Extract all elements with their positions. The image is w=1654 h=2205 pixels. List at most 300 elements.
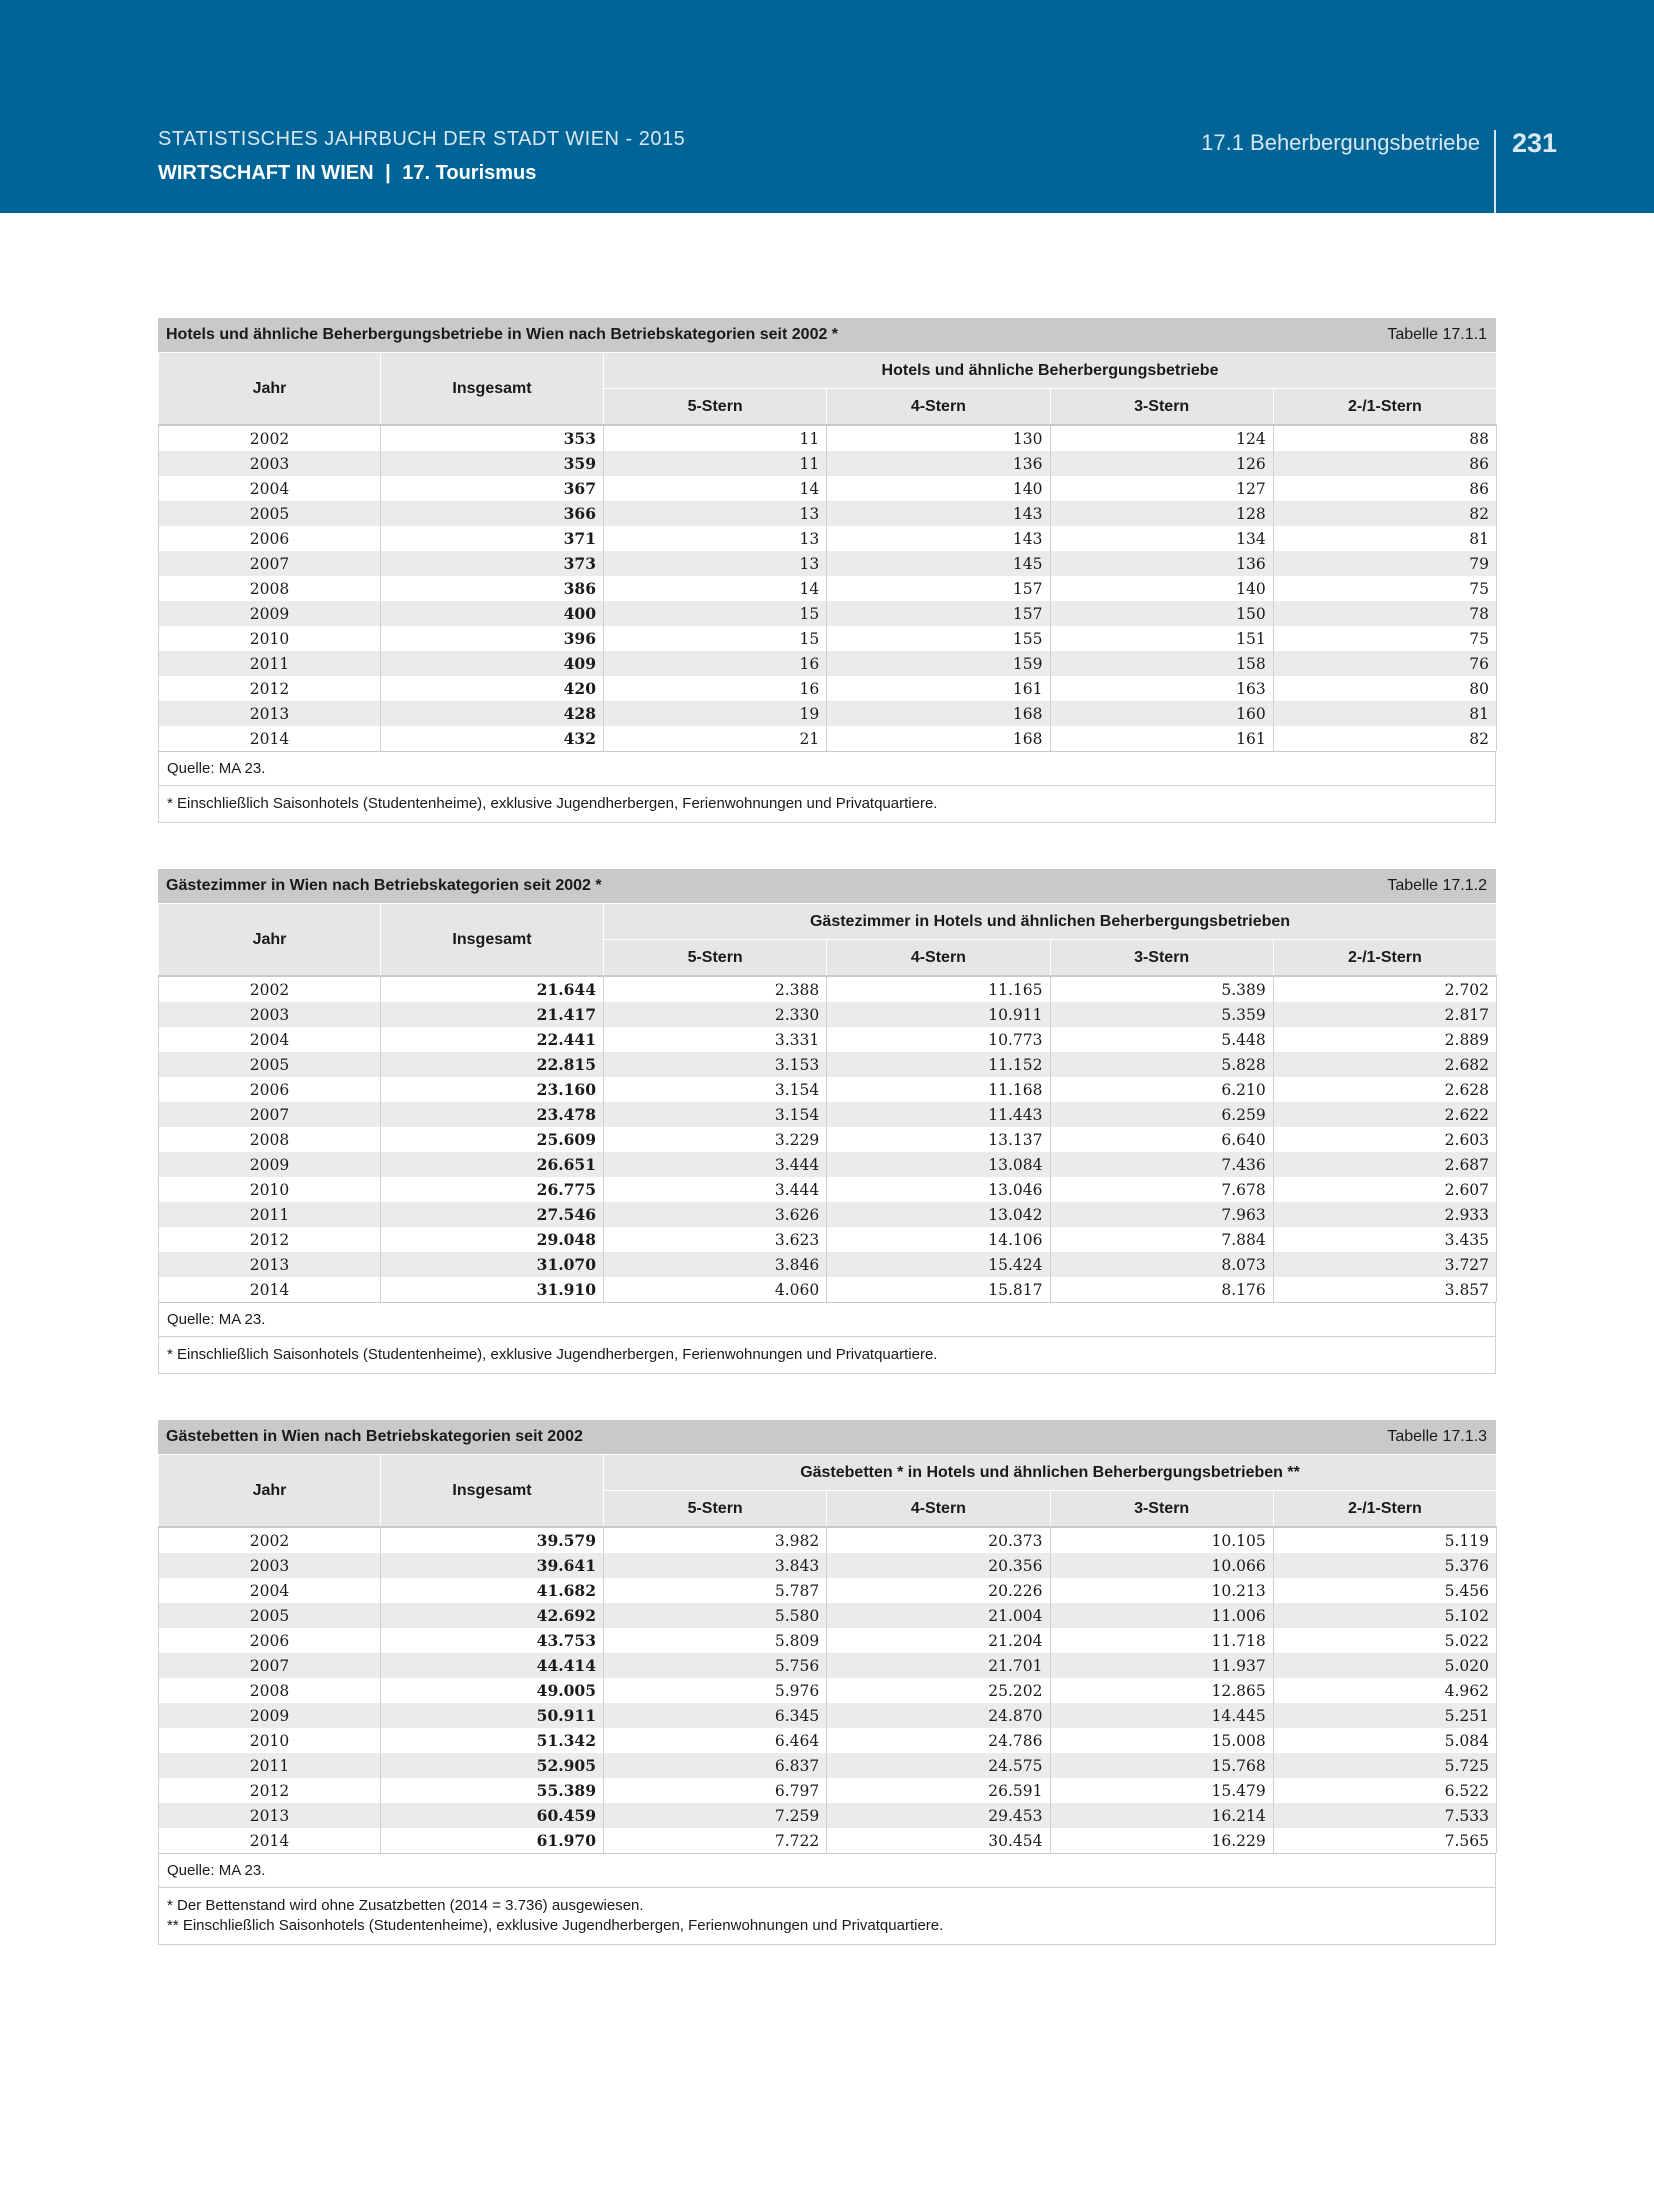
cell-year: 2004 <box>159 1578 381 1603</box>
cell-value: 75 <box>1273 626 1496 651</box>
cell-value: 21.004 <box>827 1603 1050 1628</box>
cell-total: 39.641 <box>381 1553 604 1578</box>
header-year: Jahr <box>159 1455 381 1528</box>
cell-value: 5.448 <box>1050 1027 1273 1052</box>
cell-value: 5.251 <box>1273 1703 1496 1728</box>
cell-value: 136 <box>1050 551 1273 576</box>
cell-value: 5.756 <box>604 1653 827 1678</box>
cell-value: 20.226 <box>827 1578 1050 1603</box>
cell-total: 400 <box>381 601 604 626</box>
cell-total: 21.644 <box>381 976 604 1002</box>
subchapter-name: 17. Tourismus <box>402 162 537 184</box>
cell-total: 22.441 <box>381 1027 604 1052</box>
chapter-title <box>158 162 536 185</box>
table-1 <box>158 318 1496 823</box>
cell-value: 5.084 <box>1273 1728 1496 1753</box>
cell-value: 3.444 <box>604 1152 827 1177</box>
table-row <box>159 1753 1497 1778</box>
cell-value: 15 <box>604 601 827 626</box>
table-row <box>159 425 1497 451</box>
cell-value: 7.678 <box>1050 1177 1273 1202</box>
header-divider <box>1494 130 1496 213</box>
header-year: Jahr <box>159 904 381 977</box>
cell-total: 39.579 <box>381 1527 604 1553</box>
cell-total: 366 <box>381 501 604 526</box>
cell-value: 4.962 <box>1273 1678 1496 1703</box>
cell-year: 2009 <box>159 601 381 626</box>
cell-value: 3.331 <box>604 1027 827 1052</box>
cell-total: 31.070 <box>381 1252 604 1277</box>
data-table <box>158 903 1497 1302</box>
cell-value: 2.817 <box>1273 1002 1496 1027</box>
cell-value: 15.424 <box>827 1252 1050 1277</box>
cell-value: 127 <box>1050 476 1273 501</box>
cell-value: 136 <box>827 451 1050 476</box>
cell-value: 2.603 <box>1273 1127 1496 1152</box>
cell-value: 8.176 <box>1050 1277 1273 1302</box>
table-row <box>159 576 1497 601</box>
cell-total: 371 <box>381 526 604 551</box>
table-row <box>159 1527 1497 1553</box>
cell-value: 11.937 <box>1050 1653 1273 1678</box>
cell-value: 5.809 <box>604 1628 827 1653</box>
cell-value: 2.388 <box>604 976 827 1002</box>
cell-value: 11.152 <box>827 1052 1050 1077</box>
cell-value: 3.843 <box>604 1553 827 1578</box>
cell-value: 2.330 <box>604 1002 827 1027</box>
cell-value: 3.154 <box>604 1077 827 1102</box>
table-row <box>159 1177 1497 1202</box>
table-row <box>159 551 1497 576</box>
cell-total: 21.417 <box>381 1002 604 1027</box>
cell-value: 3.846 <box>604 1252 827 1277</box>
cell-value: 14.106 <box>827 1227 1050 1252</box>
cell-value: 16 <box>604 676 827 701</box>
table-row <box>159 1578 1497 1603</box>
chapter-separator: | <box>385 162 391 184</box>
cell-value: 160 <box>1050 701 1273 726</box>
cell-value: 161 <box>827 676 1050 701</box>
table-3 <box>158 1420 1496 1945</box>
cell-value: 5.389 <box>1050 976 1273 1002</box>
table-row <box>159 1828 1497 1853</box>
table-row <box>159 1027 1497 1052</box>
cell-value: 13.042 <box>827 1202 1050 1227</box>
cell-value: 86 <box>1273 451 1496 476</box>
cell-value: 6.640 <box>1050 1127 1273 1152</box>
cell-value: 161 <box>1050 726 1273 751</box>
cell-value: 4.060 <box>604 1277 827 1302</box>
cell-value: 159 <box>827 651 1050 676</box>
table-row <box>159 626 1497 651</box>
cell-value: 158 <box>1050 651 1273 676</box>
table-row <box>159 526 1497 551</box>
table-notes <box>159 1888 1495 1944</box>
table-row <box>159 1002 1497 1027</box>
header-category: 5-Stern <box>604 1491 827 1528</box>
cell-value: 29.453 <box>827 1803 1050 1828</box>
cell-year: 2013 <box>159 701 381 726</box>
cell-value: 124 <box>1050 425 1273 451</box>
table-row <box>159 1102 1497 1127</box>
table-row <box>159 1252 1497 1277</box>
cell-total: 61.970 <box>381 1828 604 1853</box>
header-category: 4-Stern <box>827 940 1050 977</box>
cell-value: 19 <box>604 701 827 726</box>
cell-value: 7.565 <box>1273 1828 1496 1853</box>
header-total: Insgesamt <box>381 904 604 977</box>
cell-year: 2013 <box>159 1252 381 1277</box>
table-notes <box>159 786 1495 822</box>
header-category: 5-Stern <box>604 389 827 426</box>
cell-total: 22.815 <box>381 1052 604 1077</box>
cell-value: 5.828 <box>1050 1052 1273 1077</box>
cell-total: 60.459 <box>381 1803 604 1828</box>
table-row <box>159 451 1497 476</box>
header-category: 3-Stern <box>1050 940 1273 977</box>
table-title-bar <box>158 1420 1496 1454</box>
header-category: 3-Stern <box>1050 1491 1273 1528</box>
cell-value: 5.456 <box>1273 1578 1496 1603</box>
cell-year: 2014 <box>159 1277 381 1302</box>
data-table <box>158 352 1497 751</box>
cell-year: 2004 <box>159 476 381 501</box>
cell-value: 14 <box>604 476 827 501</box>
table-source: Quelle: MA 23. <box>159 752 1495 786</box>
table-row <box>159 1603 1497 1628</box>
cell-year: 2008 <box>159 1678 381 1703</box>
cell-value: 16.214 <box>1050 1803 1273 1828</box>
cell-year: 2002 <box>159 1527 381 1553</box>
cell-value: 10.105 <box>1050 1527 1273 1553</box>
cell-value: 20.356 <box>827 1553 1050 1578</box>
cell-total: 43.753 <box>381 1628 604 1653</box>
cell-value: 6.345 <box>604 1703 827 1728</box>
cell-value: 5.022 <box>1273 1628 1496 1653</box>
cell-value: 3.154 <box>604 1102 827 1127</box>
cell-value: 78 <box>1273 601 1496 626</box>
cell-value: 82 <box>1273 726 1496 751</box>
cell-value: 145 <box>827 551 1050 576</box>
table-2 <box>158 869 1496 1374</box>
table-source: Quelle: MA 23. <box>159 1854 1495 1888</box>
cell-value: 11.165 <box>827 976 1050 1002</box>
cell-value: 15.008 <box>1050 1728 1273 1753</box>
table-footer <box>158 1302 1496 1374</box>
page-header <box>0 0 1654 213</box>
cell-value: 88 <box>1273 425 1496 451</box>
cell-total: 432 <box>381 726 604 751</box>
cell-value: 14 <box>604 576 827 601</box>
cell-year: 2008 <box>159 576 381 601</box>
cell-value: 7.533 <box>1273 1803 1496 1828</box>
cell-value: 21.204 <box>827 1628 1050 1653</box>
table-row <box>159 1202 1497 1227</box>
header-category: 2-/1-Stern <box>1273 1491 1496 1528</box>
cell-value: 21 <box>604 726 827 751</box>
cell-value: 7.436 <box>1050 1152 1273 1177</box>
cell-year: 2002 <box>159 976 381 1002</box>
cell-value: 5.976 <box>604 1678 827 1703</box>
cell-total: 49.005 <box>381 1678 604 1703</box>
table-title-bar <box>158 318 1496 352</box>
cell-value: 76 <box>1273 651 1496 676</box>
cell-value: 2.607 <box>1273 1177 1496 1202</box>
cell-total: 420 <box>381 676 604 701</box>
cell-value: 10.773 <box>827 1027 1050 1052</box>
cell-value: 13.137 <box>827 1127 1050 1152</box>
footnote: * Der Bettenstand wird ohne Zusatzbetten (2014 = 3.736) ausgewiesen. <box>167 1897 644 1914</box>
cell-value: 7.884 <box>1050 1227 1273 1252</box>
cell-value: 24.870 <box>827 1703 1050 1728</box>
cell-value: 11 <box>604 451 827 476</box>
table-row <box>159 1127 1497 1152</box>
yearbook-title: STATISTISCHES JAHRBUCH DER STADT WIEN - 2015 <box>158 128 686 150</box>
header-total: Insgesamt <box>381 1455 604 1528</box>
cell-year: 2007 <box>159 1653 381 1678</box>
cell-value: 2.933 <box>1273 1202 1496 1227</box>
cell-value: 140 <box>827 476 1050 501</box>
cell-value: 157 <box>827 601 1050 626</box>
cell-value: 2.628 <box>1273 1077 1496 1102</box>
table-row <box>159 476 1497 501</box>
cell-value: 5.787 <box>604 1578 827 1603</box>
cell-value: 151 <box>1050 626 1273 651</box>
table-row <box>159 726 1497 751</box>
cell-year: 2009 <box>159 1152 381 1177</box>
cell-total: 409 <box>381 651 604 676</box>
cell-value: 3.623 <box>604 1227 827 1252</box>
cell-value: 6.464 <box>604 1728 827 1753</box>
cell-value: 168 <box>827 726 1050 751</box>
cell-year: 2010 <box>159 626 381 651</box>
cell-value: 12.865 <box>1050 1678 1273 1703</box>
cell-value: 6.837 <box>604 1753 827 1778</box>
cell-value: 13.046 <box>827 1177 1050 1202</box>
cell-year: 2002 <box>159 425 381 451</box>
cell-value: 3.626 <box>604 1202 827 1227</box>
table-row <box>159 1778 1497 1803</box>
cell-value: 5.580 <box>604 1603 827 1628</box>
cell-value: 6.259 <box>1050 1102 1273 1127</box>
cell-value: 13 <box>604 501 827 526</box>
cell-total: 31.910 <box>381 1277 604 1302</box>
cell-value: 26.591 <box>827 1778 1050 1803</box>
cell-year: 2014 <box>159 1828 381 1853</box>
cell-value: 150 <box>1050 601 1273 626</box>
cell-year: 2003 <box>159 1002 381 1027</box>
cell-value: 3.444 <box>604 1177 827 1202</box>
cell-total: 359 <box>381 451 604 476</box>
cell-value: 15 <box>604 626 827 651</box>
table-notes <box>159 1337 1495 1373</box>
data-table <box>158 1454 1497 1853</box>
cell-year: 2012 <box>159 676 381 701</box>
table-footer <box>158 751 1496 823</box>
cell-value: 15.479 <box>1050 1778 1273 1803</box>
cell-value: 10.911 <box>827 1002 1050 1027</box>
cell-year: 2003 <box>159 1553 381 1578</box>
table-row <box>159 1653 1497 1678</box>
table-number: Tabelle 17.1.2 <box>1387 877 1487 894</box>
footnote: * Einschließlich Saisonhotels (Studentenheime), exklusive Jugendherbergen, Ferienwohnungen und Privatquartiere. <box>167 1346 938 1363</box>
cell-value: 75 <box>1273 576 1496 601</box>
cell-value: 3.153 <box>604 1052 827 1077</box>
cell-total: 367 <box>381 476 604 501</box>
cell-value: 16.229 <box>1050 1828 1273 1853</box>
cell-value: 14.445 <box>1050 1703 1273 1728</box>
cell-value: 126 <box>1050 451 1273 476</box>
table-row <box>159 601 1497 626</box>
cell-value: 11.443 <box>827 1102 1050 1127</box>
table-row <box>159 501 1497 526</box>
cell-total: 29.048 <box>381 1227 604 1252</box>
cell-year: 2013 <box>159 1803 381 1828</box>
cell-value: 7.963 <box>1050 1202 1273 1227</box>
cell-value: 5.020 <box>1273 1653 1496 1678</box>
cell-year: 2005 <box>159 501 381 526</box>
table-row <box>159 1277 1497 1302</box>
cell-value: 3.727 <box>1273 1252 1496 1277</box>
cell-value: 5.359 <box>1050 1002 1273 1027</box>
cell-total: 26.651 <box>381 1152 604 1177</box>
table-row <box>159 1628 1497 1653</box>
cell-value: 2.889 <box>1273 1027 1496 1052</box>
table-row <box>159 1052 1497 1077</box>
chapter-name: WIRTSCHAFT IN WIEN <box>158 162 374 184</box>
cell-value: 24.786 <box>827 1728 1050 1753</box>
cell-year: 2008 <box>159 1127 381 1152</box>
cell-total: 42.692 <box>381 1603 604 1628</box>
table-number: Tabelle 17.1.3 <box>1387 1428 1487 1445</box>
cell-value: 15.768 <box>1050 1753 1273 1778</box>
table-title-bar <box>158 869 1496 903</box>
header-group: Hotels und ähnliche Beherbergungsbetriebe <box>604 353 1497 389</box>
cell-value: 128 <box>1050 501 1273 526</box>
cell-total: 51.342 <box>381 1728 604 1753</box>
cell-year: 2010 <box>159 1728 381 1753</box>
cell-year: 2006 <box>159 1077 381 1102</box>
cell-value: 2.682 <box>1273 1052 1496 1077</box>
table-title: Hotels und ähnliche Beherbergungsbetriebe in Wien nach Betriebskategorien seit 2002 * <box>166 326 839 343</box>
cell-value: 3.435 <box>1273 1227 1496 1252</box>
header-category: 2-/1-Stern <box>1273 389 1496 426</box>
page-number: 231 <box>1512 128 1558 158</box>
cell-year: 2011 <box>159 1753 381 1778</box>
table-row <box>159 1728 1497 1753</box>
cell-value: 2.622 <box>1273 1102 1496 1127</box>
cell-value: 10.066 <box>1050 1553 1273 1578</box>
cell-value: 163 <box>1050 676 1273 701</box>
table-row <box>159 1553 1497 1578</box>
cell-value: 11.168 <box>827 1077 1050 1102</box>
cell-total: 386 <box>381 576 604 601</box>
cell-total: 44.414 <box>381 1653 604 1678</box>
cell-total: 428 <box>381 701 604 726</box>
cell-value: 86 <box>1273 476 1496 501</box>
cell-value: 157 <box>827 576 1050 601</box>
cell-value: 2.687 <box>1273 1152 1496 1177</box>
cell-total: 52.905 <box>381 1753 604 1778</box>
table-row <box>159 1678 1497 1703</box>
table-row <box>159 676 1497 701</box>
cell-value: 6.522 <box>1273 1778 1496 1803</box>
cell-value: 3.857 <box>1273 1277 1496 1302</box>
cell-total: 396 <box>381 626 604 651</box>
cell-year: 2010 <box>159 1177 381 1202</box>
table-row <box>159 1077 1497 1102</box>
cell-total: 50.911 <box>381 1703 604 1728</box>
cell-value: 140 <box>1050 576 1273 601</box>
cell-total: 373 <box>381 551 604 576</box>
header-group: Gästezimmer in Hotels und ähnlichen Beherbergungsbetrieben <box>604 904 1497 940</box>
cell-value: 6.797 <box>604 1778 827 1803</box>
cell-value: 2.702 <box>1273 976 1496 1002</box>
cell-value: 5.102 <box>1273 1603 1496 1628</box>
cell-value: 82 <box>1273 501 1496 526</box>
footnote: * Einschließlich Saisonhotels (Studentenheime), exklusive Jugendherbergen, Ferienwohnungen und Privatquartiere. <box>167 795 938 812</box>
cell-value: 5.725 <box>1273 1753 1496 1778</box>
cell-value: 10.213 <box>1050 1578 1273 1603</box>
cell-value: 16 <box>604 651 827 676</box>
cell-year: 2011 <box>159 651 381 676</box>
cell-value: 130 <box>827 425 1050 451</box>
table-row <box>159 1703 1497 1728</box>
cell-year: 2012 <box>159 1227 381 1252</box>
cell-total: 23.478 <box>381 1102 604 1127</box>
table-row <box>159 701 1497 726</box>
table-row <box>159 651 1497 676</box>
cell-year: 2003 <box>159 451 381 476</box>
table-title: Gästebetten in Wien nach Betriebskategorien seit 2002 <box>166 1428 583 1445</box>
cell-year: 2007 <box>159 1102 381 1127</box>
cell-value: 13.084 <box>827 1152 1050 1177</box>
cell-value: 25.202 <box>827 1678 1050 1703</box>
cell-value: 134 <box>1050 526 1273 551</box>
cell-value: 7.722 <box>604 1828 827 1853</box>
table-row <box>159 976 1497 1002</box>
table-row <box>159 1803 1497 1828</box>
cell-total: 25.609 <box>381 1127 604 1152</box>
section-title: 17.1 Beherbergungsbetriebe <box>1201 130 1480 155</box>
cell-year: 2005 <box>159 1052 381 1077</box>
cell-value: 11.006 <box>1050 1603 1273 1628</box>
cell-year: 2004 <box>159 1027 381 1052</box>
cell-value: 5.376 <box>1273 1553 1496 1578</box>
table-footer <box>158 1853 1496 1945</box>
cell-value: 13 <box>604 526 827 551</box>
table-number: Tabelle 17.1.1 <box>1387 326 1487 343</box>
cell-value: 15.817 <box>827 1277 1050 1302</box>
cell-total: 23.160 <box>381 1077 604 1102</box>
cell-value: 79 <box>1273 551 1496 576</box>
cell-value: 155 <box>827 626 1050 651</box>
header-group: Gästebetten * in Hotels und ähnlichen Beherbergungsbetrieben ** <box>604 1455 1497 1491</box>
cell-year: 2012 <box>159 1778 381 1803</box>
cell-total: 55.389 <box>381 1778 604 1803</box>
cell-total: 353 <box>381 425 604 451</box>
header-total: Insgesamt <box>381 353 604 426</box>
cell-year: 2009 <box>159 1703 381 1728</box>
cell-value: 143 <box>827 526 1050 551</box>
cell-year: 2005 <box>159 1603 381 1628</box>
cell-total: 41.682 <box>381 1578 604 1603</box>
cell-total: 26.775 <box>381 1177 604 1202</box>
cell-value: 81 <box>1273 526 1496 551</box>
cell-value: 80 <box>1273 676 1496 701</box>
cell-value: 8.073 <box>1050 1252 1273 1277</box>
cell-value: 143 <box>827 501 1050 526</box>
